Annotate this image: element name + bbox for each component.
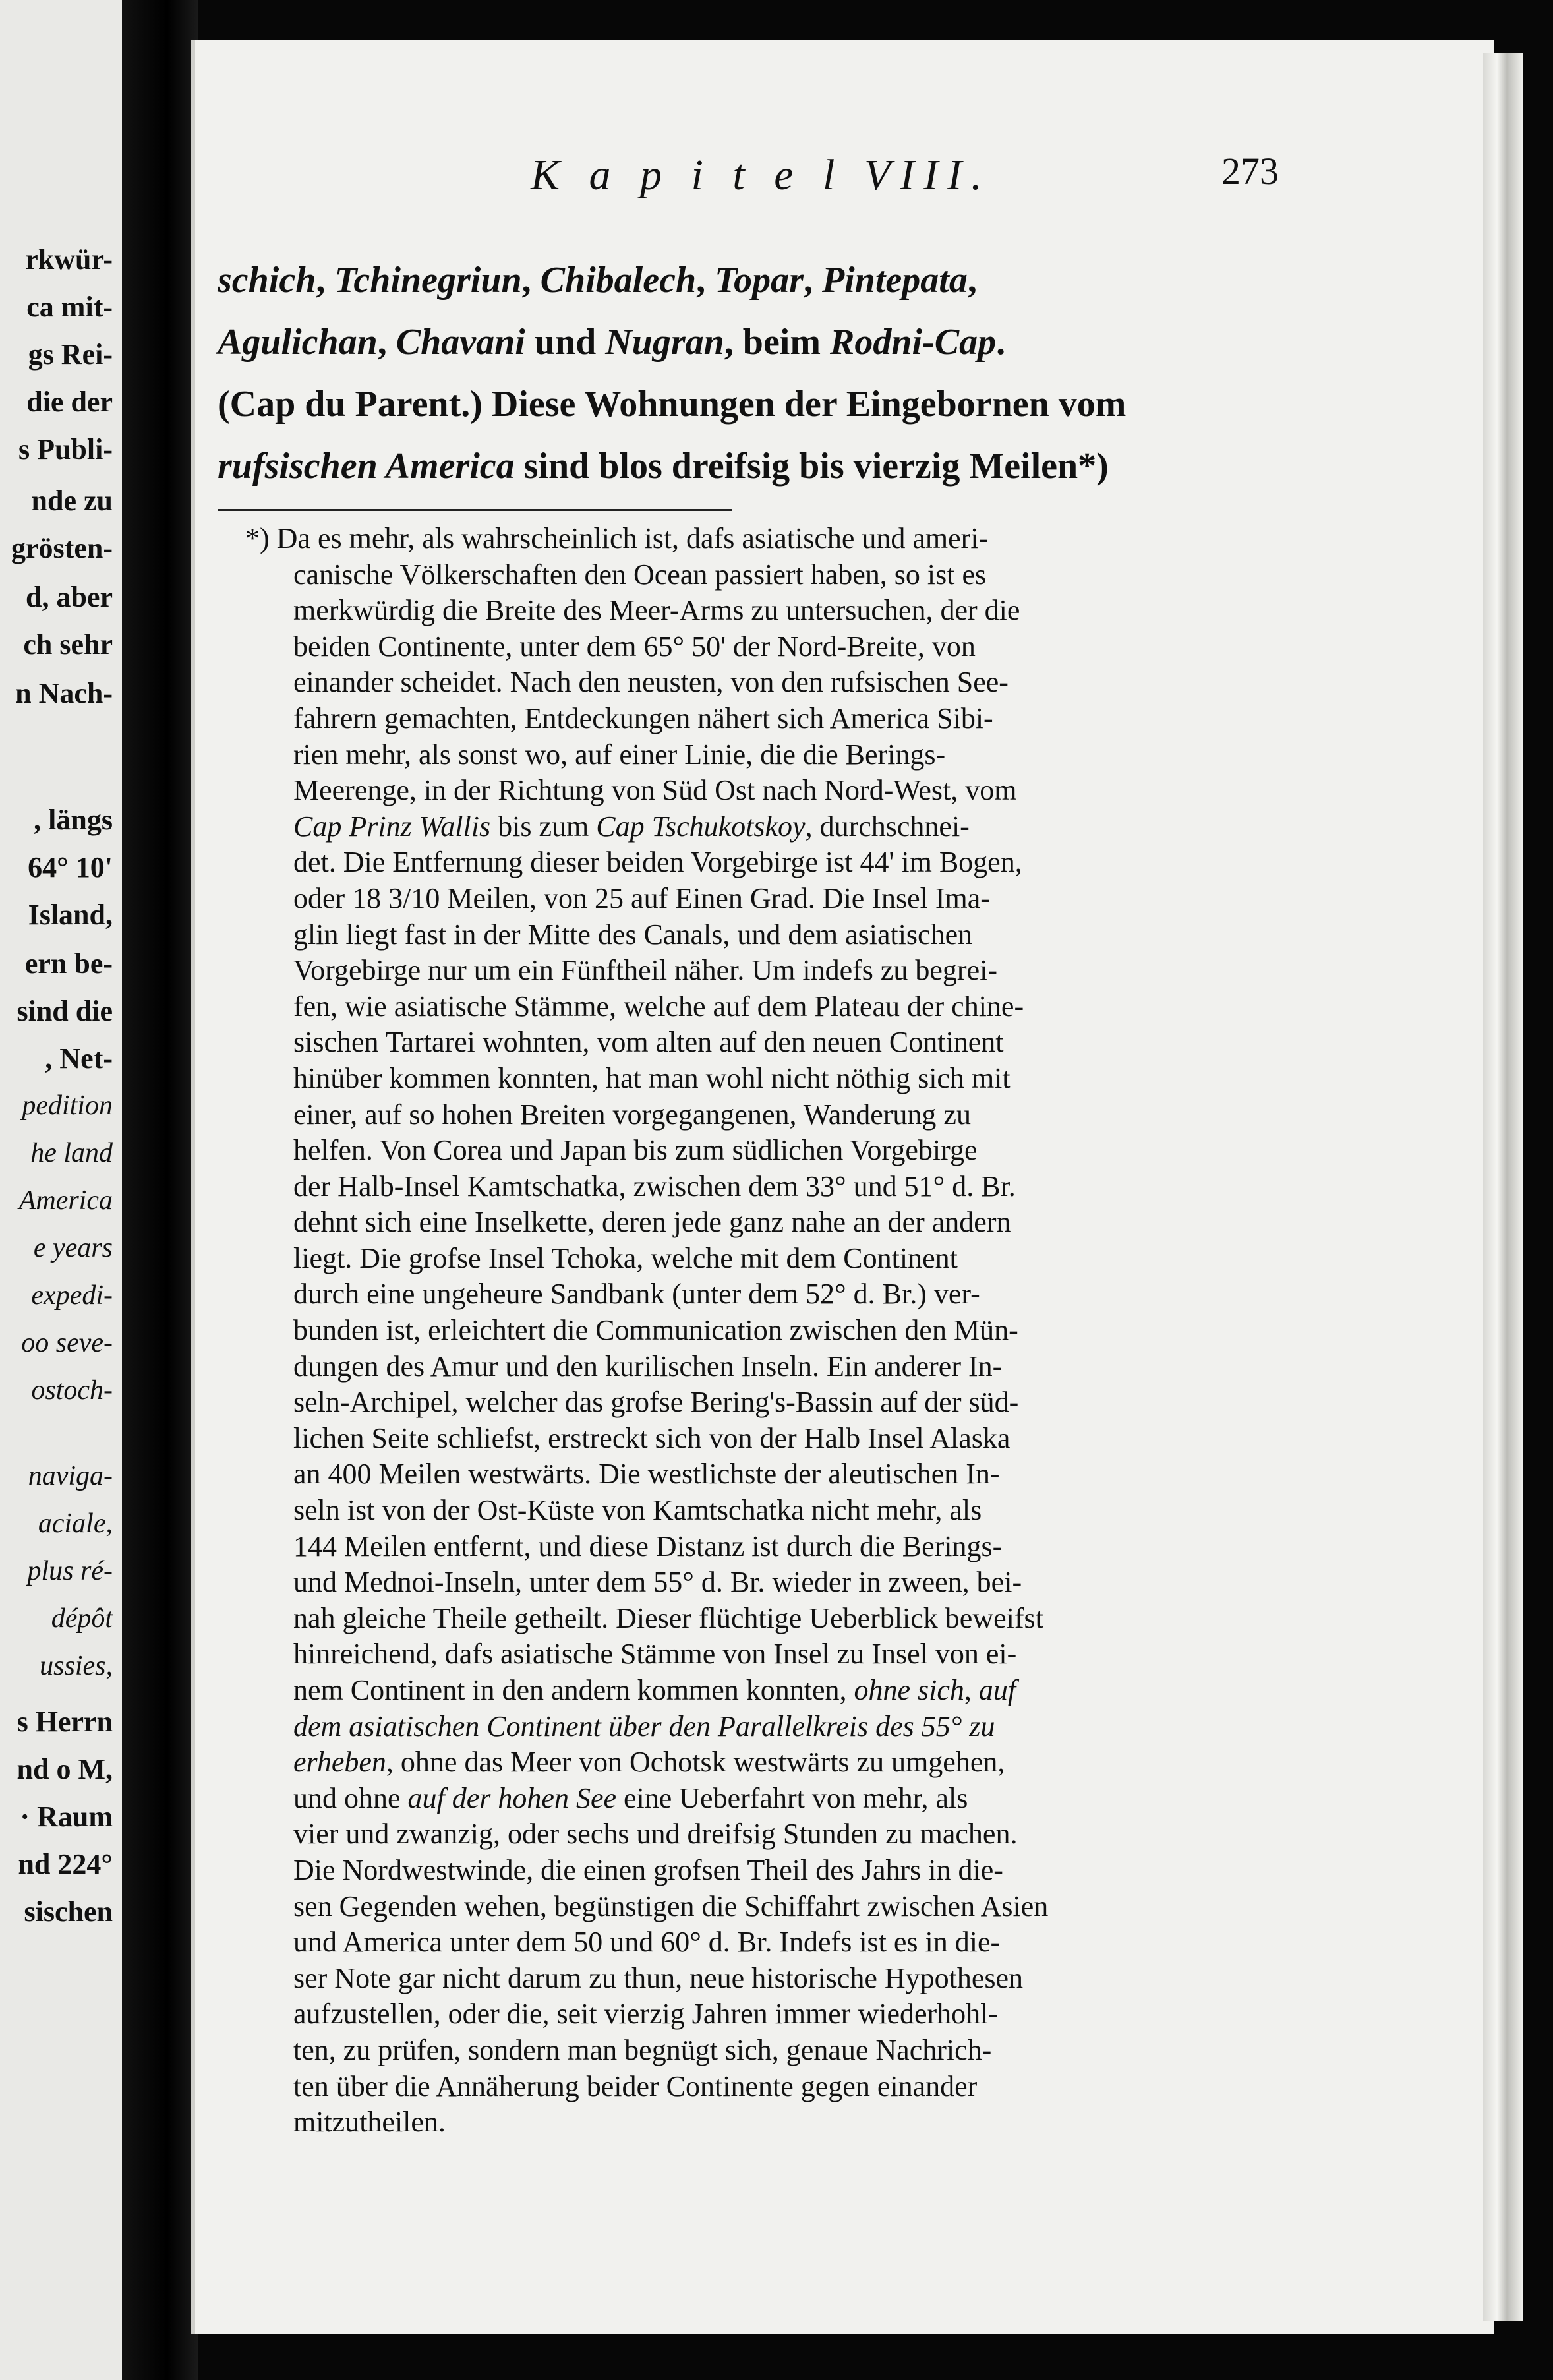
footnote-line: und Mednoi-Inseln, unter dem 55° d. Br. wieder in zween, bei- bbox=[293, 1566, 1022, 1599]
left-page-line: d, aber bbox=[26, 581, 113, 613]
footnote-line: merkwürdig die Breite des Meer-Arms zu untersuchen, der die bbox=[293, 594, 1020, 627]
footnote-line: aufzustellen, oder die, seit vierzig Jahren immer wiederhohl- bbox=[293, 1998, 999, 2031]
footnote bbox=[218, 521, 1305, 2141]
left-page-line: ca mit- bbox=[26, 291, 113, 323]
footnote-line: sen Gegenden wehen, begünstigen die Schiffahrt zwischen Asien bbox=[293, 1889, 1049, 1922]
footnote-line: beiden Continente, unter dem 65° 50' der Nord-Breite, von bbox=[293, 630, 976, 663]
footnote-line: Meerenge, in der Richtung von Süd Ost nach Nord-West, vom bbox=[293, 774, 1017, 807]
text-line: schich, Tchinegriun, Chibalech, Topar, Pintepata, bbox=[218, 260, 977, 301]
footnote-line: lichen Seite schliefst, erstreckt sich von der Halb Insel Alaska bbox=[293, 1421, 1011, 1454]
footnote-line: an 400 Meilen westwärts. Die westlichste der aleutischen In- bbox=[293, 1458, 1000, 1491]
footnote-line: einander scheidet. Nach den neusten, von den rufsischen See- bbox=[293, 666, 1009, 699]
footnote-line: fen, wie asiatische Stämme, welche auf dem Plateau der chine- bbox=[293, 990, 1024, 1023]
left-page-line: oo seve- bbox=[21, 1328, 113, 1358]
footnote-line: Vorgebirge nur um ein Fünftheil näher. Um indefs zu begrei- bbox=[293, 954, 997, 987]
footnote-line: bunden ist, erleichtert die Communication zwischen den Mün- bbox=[293, 1314, 1018, 1347]
footnote-line: ten über die Annäherung beider Continente gegen einander bbox=[293, 2069, 978, 2102]
footnote-line: hinreichend, dafs asiatische Stämme von Insel zu Insel von ei- bbox=[293, 1638, 1017, 1671]
left-page-line: America bbox=[18, 1185, 113, 1216]
left-page-line: s Publi- bbox=[18, 433, 113, 465]
footnote-line: ser Note gar nicht darum zu thun, neue historische Hypothesen bbox=[293, 1961, 1024, 1994]
page-header bbox=[330, 150, 1305, 210]
left-page-line: ern be- bbox=[24, 947, 113, 980]
left-page-line: · Raum bbox=[20, 1800, 113, 1833]
footnote-line: sischen Tartarei wohnten, vom alten auf den neuen Continent bbox=[293, 1026, 1004, 1059]
text-line: (Cap du Parent.) Diese Wohnungen der Eingebornen vom bbox=[218, 384, 1127, 425]
footnote-line: seln-Archipel, welcher das grofse Bering's-Bassin auf der süd- bbox=[293, 1386, 1019, 1419]
footnote-line: 144 Meilen entfernt, und diese Distanz ist durch die Berings- bbox=[293, 1530, 1003, 1562]
footnote-line: *) Da es mehr, als wahrscheinlich ist, dafs asiatische und ameri- bbox=[245, 522, 989, 554]
left-page-line: he land bbox=[30, 1138, 113, 1168]
book-gutter bbox=[122, 0, 198, 2380]
left-page-line: dépôt bbox=[51, 1603, 113, 1634]
footnote-line: seln ist von der Ost-Küste von Kamtschatka nicht mehr, als bbox=[293, 1494, 982, 1527]
left-page-line: , Net- bbox=[45, 1042, 113, 1075]
footnote-line: oder 18 3/10 Meilen, von 25 auf Einen Grad. Die Insel Ima- bbox=[293, 881, 990, 914]
footnote-line: nem Continent in den andern kommen konnten, ohne sich, auf bbox=[293, 1674, 1016, 1706]
footnote-rule bbox=[218, 509, 732, 511]
left-page-line: gs Rei- bbox=[28, 338, 113, 371]
footnote-line: durch eine ungeheure Sandbank (unter dem 52° d. Br.) ver- bbox=[293, 1278, 980, 1311]
left-page-line: ch sehr bbox=[23, 628, 113, 661]
left-page-line: , längs bbox=[34, 804, 113, 836]
footnote-line: dem asiatischen Continent über den Parallelkreis des 55° zu bbox=[293, 1710, 995, 1742]
left-page-line: ussies, bbox=[40, 1651, 113, 1681]
left-page-line: Island, bbox=[28, 899, 113, 931]
left-page-line: plus ré- bbox=[27, 1556, 113, 1586]
footnote-line: mitzutheilen. bbox=[293, 2106, 446, 2139]
left-page-line: 64° 10' bbox=[28, 851, 113, 883]
page-edge bbox=[1483, 53, 1523, 2321]
footnote-line: rien mehr, als sonst wo, auf einer Linie, die die Berings- bbox=[293, 738, 946, 771]
left-page-line: ostoch- bbox=[31, 1375, 113, 1406]
previous-page-fragment bbox=[0, 0, 122, 2380]
footnote-line: liegt. Die grofse Insel Tchoka, welche mit dem Continent bbox=[293, 1241, 958, 1274]
left-page-line: grösten- bbox=[11, 532, 113, 564]
footnote-line: glin liegt fast in der Mitte des Canals, und dem asiatischen bbox=[293, 918, 973, 951]
text-line: rufsischen America sind blos dreifsig bis vierzig Meilen*) bbox=[218, 446, 1109, 487]
footnote-line: helfen. Von Corea und Japan bis zum südlichen Vorgebirge bbox=[293, 1134, 978, 1167]
footnote-line: fahrern gemachten, Entdeckungen nähert sich America Sibi- bbox=[293, 701, 993, 734]
left-page-line: sind die bbox=[16, 995, 113, 1027]
footnote-line: der Halb-Insel Kamtschatka, zwischen dem 33° und 51° d. Br. bbox=[293, 1170, 1016, 1203]
left-page-line: rkwür- bbox=[25, 243, 113, 276]
footnote-line: einer, auf so hohen Breiten vorgegangenen, Wanderung zu bbox=[293, 1098, 971, 1131]
footnote-line: dungen des Amur und den kurilischen Inseln. Ein anderer In- bbox=[293, 1350, 1003, 1383]
page-number: 273 bbox=[1221, 150, 1279, 193]
left-page-line: e years bbox=[33, 1233, 113, 1263]
footnote-line: nah gleiche Theile getheilt. Dieser flüchtige Ueberblick beweifst bbox=[293, 1601, 1043, 1634]
footnote-line: dehnt sich eine Inselkette, deren jede ganz nahe an der andern bbox=[293, 1206, 1011, 1239]
footnote-line: vier und zwanzig, oder sechs und dreifsig Stunden zu machen. bbox=[293, 1818, 1018, 1851]
left-page-line: nd o M, bbox=[16, 1753, 113, 1785]
left-page-line: die der bbox=[26, 386, 113, 418]
left-page-line: aciale, bbox=[38, 1508, 113, 1539]
footnote-line: hinüber kommen konnten, hat man wohl nicht nöthig sich mit bbox=[293, 1061, 1011, 1094]
text-line: Agulichan, Chavani und Nugran, beim Rodni-Cap. bbox=[218, 322, 1006, 363]
footnote-line: Cap Prinz Wallis bis zum Cap Tschukotskoy, durchschnei- bbox=[293, 810, 970, 843]
chapter-title: K a p i t e l VIII. bbox=[531, 151, 991, 199]
footnote-line: canische Völkerschaften den Ocean passiert haben, so ist es bbox=[293, 558, 987, 591]
main-text bbox=[218, 249, 1305, 497]
footnote-line: det. Die Entfernung dieser beiden Vorgebirge ist 44' im Bogen, bbox=[293, 846, 1022, 879]
left-page-line: nd 224° bbox=[18, 1848, 113, 1880]
left-page-line: expedi- bbox=[31, 1280, 113, 1311]
footnote-line: ten, zu prüfen, sondern man begnügt sich, genaue Nachrich- bbox=[293, 2033, 992, 2066]
left-page-line: sischen bbox=[24, 1895, 113, 1928]
left-page-line: nde zu bbox=[31, 485, 113, 517]
left-page-line: n Nach- bbox=[15, 677, 113, 709]
left-page-line: s Herrn bbox=[16, 1706, 113, 1738]
footnote-line: und ohne auf der hohen See eine Ueberfahrt von mehr, als bbox=[293, 1781, 968, 1814]
footnote-line: und America unter dem 50 und 60° d. Br. Indefs ist es in die- bbox=[293, 1926, 1001, 1959]
left-page-line: pedition bbox=[22, 1090, 113, 1121]
footnote-line: erheben, ohne das Meer von Ochotsk westwärts zu umgehen, bbox=[293, 1746, 1005, 1779]
left-page-line: naviga- bbox=[28, 1461, 113, 1491]
footnote-line: Die Nordwestwinde, die einen grofsen Theil des Jahrs in die- bbox=[293, 1853, 1003, 1886]
